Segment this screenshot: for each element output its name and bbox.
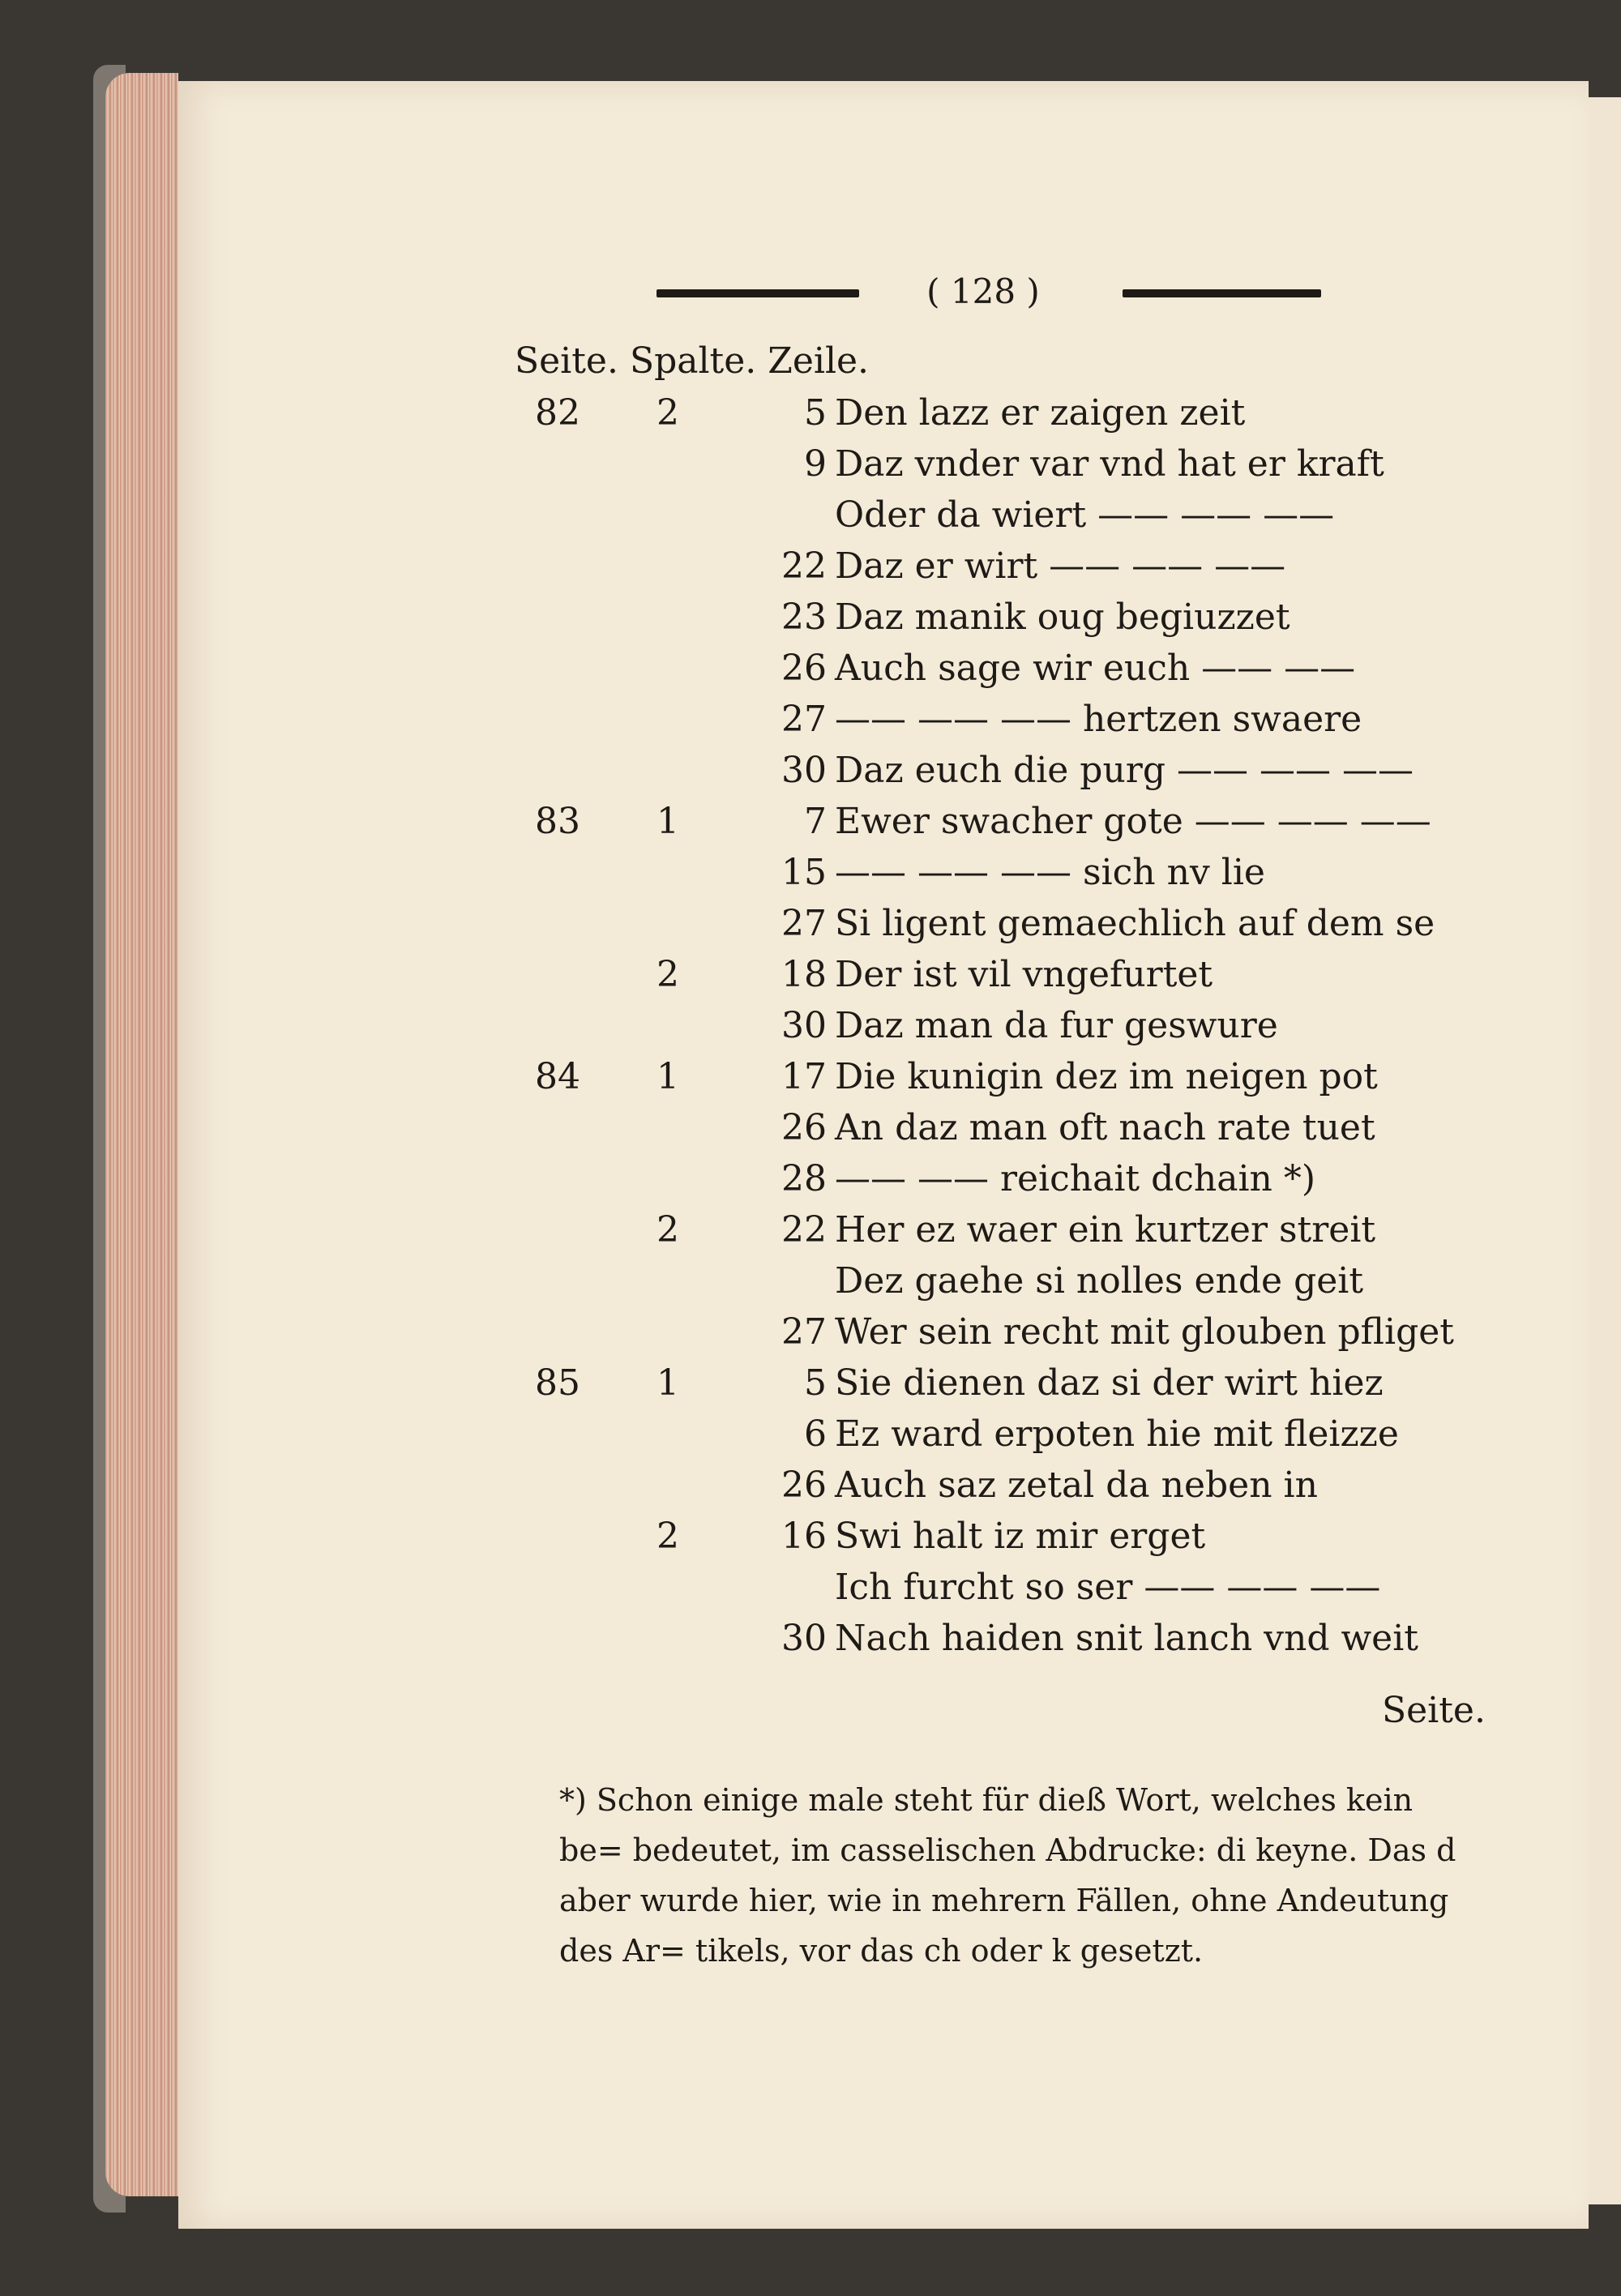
cell-seite: 84	[535, 1056, 580, 1097]
catchword: Seite.	[1382, 1690, 1486, 1731]
table-row	[503, 490, 1475, 541]
table-row	[503, 592, 1475, 643]
cell-spalte: 2	[657, 954, 679, 995]
cell-text: Ez ward erpoten hie mit fleizze	[835, 1413, 1399, 1455]
table-row	[503, 796, 1475, 847]
header-rule-right	[1123, 289, 1321, 297]
footnote: *) Schon einige male steht für dieß Wort, welches kein be= bedeutet, im casselischen Abdrucke: di keyne. Das d aber wurde hier, wie in mehrern Fällen, ohne Andeutung des Ar= tikels, vor das ch oder k gesetzt.	[559, 1782, 1456, 1969]
facing-page-edge	[1589, 97, 1621, 2204]
cell-zeile: 7	[804, 801, 827, 842]
table-row	[503, 949, 1475, 1000]
table-row	[503, 1000, 1475, 1051]
table-row	[503, 745, 1475, 796]
cell-text: Sie dienen daz si der wirt hiez	[835, 1362, 1384, 1404]
cell-text: An daz man oft nach rate tuet	[835, 1107, 1375, 1148]
table-row	[503, 898, 1475, 949]
cell-text: —— —— —— sich nv lie	[835, 852, 1265, 893]
page-block-edge	[105, 73, 178, 2196]
table-row	[503, 1204, 1475, 1255]
column-headers: Seite. Spalte. Zeile.	[515, 340, 870, 382]
cell-zeile: 26	[781, 1107, 827, 1148]
cell-text: Daz man da fur geswure	[835, 1005, 1278, 1046]
cell-spalte: 2	[657, 392, 679, 434]
cell-text: Dez gaehe si nolles ende geit	[835, 1260, 1364, 1302]
page-header	[657, 272, 1321, 320]
cell-zeile: 26	[781, 1464, 827, 1506]
cell-zeile: 30	[781, 1005, 827, 1046]
table-row	[503, 1460, 1475, 1511]
cell-zeile: 5	[804, 392, 827, 434]
cell-spalte: 1	[657, 801, 679, 842]
table-row	[503, 541, 1475, 592]
cell-text: Den lazz er zaigen zeit	[835, 392, 1246, 434]
cell-zeile: 16	[781, 1516, 827, 1557]
cell-zeile: 18	[781, 954, 827, 995]
table-row	[503, 847, 1475, 898]
table-row	[503, 1511, 1475, 1562]
cell-text: Die kunigin dez im neigen pot	[835, 1056, 1378, 1097]
table-row	[503, 387, 1475, 438]
cell-zeile: 26	[781, 648, 827, 689]
cell-zeile: 17	[781, 1056, 827, 1097]
cell-zeile: 15	[781, 852, 827, 893]
cell-text: Daz vnder var vnd hat er kraft	[835, 443, 1384, 485]
cell-text: Wer sein recht mit glouben pfliget	[835, 1311, 1454, 1353]
cell-text: Auch saz zetal da neben in	[835, 1464, 1318, 1506]
cell-zeile: 23	[781, 596, 827, 638]
cell-text: Swi halt iz mir erget	[835, 1516, 1206, 1557]
page-number: ( 128 )	[926, 272, 1040, 311]
table-row	[503, 1102, 1475, 1153]
cell-text: Der ist vil vngefurtet	[835, 954, 1213, 995]
cell-text: —— —— reichait dchain *)	[835, 1158, 1316, 1199]
cell-zeile: 30	[781, 750, 827, 791]
table-row	[503, 438, 1475, 490]
cell-text: Nach haiden snit lanch vnd weit	[835, 1618, 1418, 1659]
table-row	[503, 1409, 1475, 1460]
header-rule-left	[657, 289, 859, 297]
table-row	[503, 1358, 1475, 1409]
cell-zeile: 27	[781, 1311, 827, 1353]
table-row	[503, 643, 1475, 694]
cell-zeile: 27	[781, 903, 827, 944]
table-row	[503, 1153, 1475, 1204]
cell-text: —— —— —— hertzen swaere	[835, 699, 1362, 740]
cell-zeile: 28	[781, 1158, 827, 1199]
cell-seite: 85	[535, 1362, 580, 1404]
cell-zeile: 5	[804, 1362, 827, 1404]
table-row	[503, 1255, 1475, 1306]
cell-text: Si ligent gemaechlich auf dem se	[835, 903, 1435, 944]
table-row	[503, 1051, 1475, 1102]
cell-zeile: 22	[781, 1209, 827, 1251]
cell-text: Her ez waer ein kurtzer streit	[835, 1209, 1376, 1251]
cell-zeile: 6	[804, 1413, 827, 1455]
cell-seite: 82	[535, 392, 580, 434]
cell-zeile: 27	[781, 699, 827, 740]
table-row	[503, 1306, 1475, 1358]
cell-text: Daz er wirt —— —— ——	[835, 545, 1286, 587]
cell-zeile: 9	[804, 443, 827, 485]
cell-text: Daz euch die purg —— —— ——	[835, 750, 1414, 791]
table-row	[503, 1562, 1475, 1613]
cell-zeile: 22	[781, 545, 827, 587]
cell-spalte: 2	[657, 1516, 679, 1557]
cell-spalte: 1	[657, 1056, 679, 1097]
errata-table	[503, 387, 1475, 1664]
cell-zeile: 30	[781, 1618, 827, 1659]
cell-seite: 83	[535, 801, 580, 842]
cell-text: Oder da wiert —— —— ——	[835, 494, 1335, 536]
cell-text: Auch sage wir euch —— ——	[835, 648, 1356, 689]
cell-text: Daz manik oug begiuzzet	[835, 596, 1290, 638]
cell-spalte: 2	[657, 1209, 679, 1251]
cell-text: Ewer swacher gote —— —— ——	[835, 801, 1431, 842]
table-row	[503, 1613, 1475, 1664]
table-row	[503, 694, 1475, 745]
cell-spalte: 1	[657, 1362, 679, 1404]
cell-text: Ich furcht so ser —— —— ——	[835, 1567, 1381, 1608]
